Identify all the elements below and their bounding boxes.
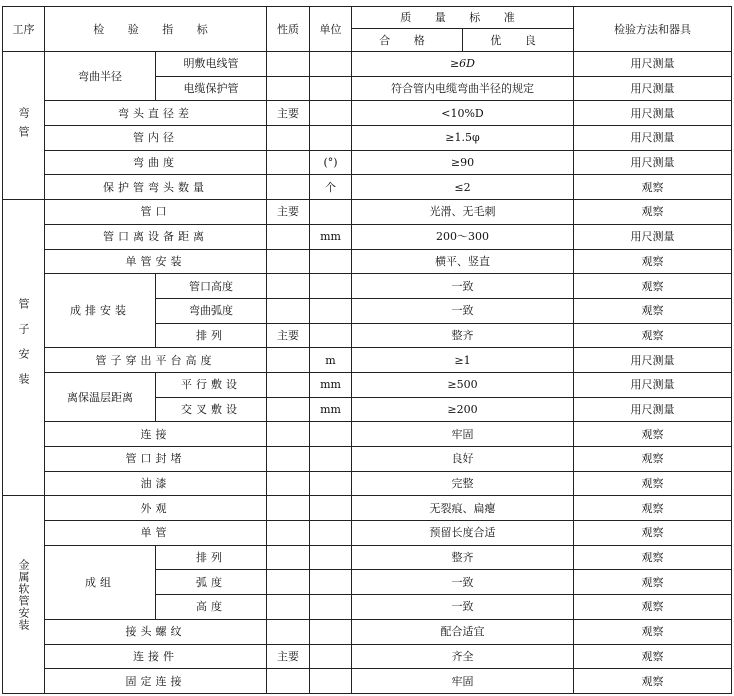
header-item: 检 验 指 标 xyxy=(45,7,267,52)
method-cell: 用尺测量 xyxy=(574,52,732,77)
nature-cell xyxy=(267,175,310,200)
method-cell: 观察 xyxy=(574,200,732,225)
unit-cell xyxy=(310,422,352,447)
unit-cell xyxy=(310,249,352,274)
item-label: 保护管弯头数量 xyxy=(45,175,267,200)
standard-cell: ≥200 xyxy=(352,397,574,422)
nature-cell xyxy=(267,76,310,101)
unit-cell xyxy=(310,570,352,595)
standard-cell: 配合适宜 xyxy=(352,619,574,644)
unit-cell xyxy=(310,644,352,669)
nature-cell xyxy=(267,249,310,274)
standard-cell: 一致 xyxy=(352,570,574,595)
unit-cell xyxy=(310,545,352,570)
header-nature: 性质 xyxy=(267,7,310,52)
nature-cell xyxy=(267,224,310,249)
standard-cell: 良好 xyxy=(352,447,574,472)
unit-cell: mm xyxy=(310,397,352,422)
standard-cell: 光滑、无毛刺 xyxy=(352,200,574,225)
nature-cell: 主要 xyxy=(267,323,310,348)
item-label: 接头螺纹 xyxy=(45,619,267,644)
unit-cell xyxy=(310,471,352,496)
standard-cell: 一致 xyxy=(352,595,574,620)
nature-cell xyxy=(267,372,310,397)
table-row xyxy=(3,447,732,472)
method-cell: 用尺测量 xyxy=(574,348,732,373)
item-label: 弯曲度 xyxy=(45,150,267,175)
unit-cell xyxy=(310,521,352,546)
standard-cell: ≥1.5φ xyxy=(352,126,574,151)
method-cell: 用尺测量 xyxy=(574,76,732,101)
nature-cell xyxy=(267,496,310,521)
item-label: 管内径 xyxy=(45,126,267,151)
standard-cell: ≥500 xyxy=(352,372,574,397)
item-label: 管口封堵 xyxy=(45,447,267,472)
section-title-flex-hose: 金属软管安装 xyxy=(3,496,45,694)
header-unit: 单位 xyxy=(310,7,352,52)
method-cell: 用尺测量 xyxy=(574,150,732,175)
standard-cell: 无裂痕、扁瘪 xyxy=(352,496,574,521)
item-label: 单管 xyxy=(45,521,267,546)
method-cell: 观察 xyxy=(574,422,732,447)
method-cell: 用尺测量 xyxy=(574,397,732,422)
item-label: 排列 xyxy=(156,323,267,348)
table-row xyxy=(3,274,732,299)
header-standard: 质 量 标 准 xyxy=(352,7,574,29)
unit-cell: m xyxy=(310,348,352,373)
table-row xyxy=(3,224,732,249)
nature-cell xyxy=(267,397,310,422)
method-cell: 观察 xyxy=(574,447,732,472)
group-label: 成排安装 xyxy=(45,274,156,348)
standard-cell: ≥6D xyxy=(352,52,574,77)
nature-cell xyxy=(267,595,310,620)
nature-cell xyxy=(267,348,310,373)
table-row xyxy=(3,175,732,200)
section-title-bend: 弯管 xyxy=(3,52,45,200)
item-label: 管口高度 xyxy=(156,274,267,299)
method-cell: 观察 xyxy=(574,669,732,694)
item-label: 油漆 xyxy=(45,471,267,496)
standard-cell: 整齐 xyxy=(352,323,574,348)
nature-cell: 主要 xyxy=(267,644,310,669)
unit-cell xyxy=(310,298,352,323)
standard-cell: ≥90 xyxy=(352,150,574,175)
standard-cell: 齐全 xyxy=(352,644,574,669)
nature-cell xyxy=(267,422,310,447)
item-label: 弯曲弧度 xyxy=(156,298,267,323)
nature-cell xyxy=(267,545,310,570)
method-cell: 观察 xyxy=(574,298,732,323)
table-row xyxy=(3,669,732,694)
method-cell: 观察 xyxy=(574,274,732,299)
method-cell: 用尺测量 xyxy=(574,372,732,397)
standard-cell: ≥1 xyxy=(352,348,574,373)
item-label: 排列 xyxy=(156,545,267,570)
method-cell: 观察 xyxy=(574,619,732,644)
nature-cell xyxy=(267,669,310,694)
unit-cell xyxy=(310,200,352,225)
method-cell: 观察 xyxy=(574,595,732,620)
method-cell: 观察 xyxy=(574,496,732,521)
unit-cell: mm xyxy=(310,224,352,249)
standard-cell: 牢固 xyxy=(352,669,574,694)
item-label: 高度 xyxy=(156,595,267,620)
item-label: 交叉敷设 xyxy=(156,397,267,422)
table-row xyxy=(3,422,732,447)
unit-cell xyxy=(310,496,352,521)
nature-cell xyxy=(267,619,310,644)
method-cell: 观察 xyxy=(574,644,732,669)
standard-cell: 整齐 xyxy=(352,545,574,570)
unit-cell xyxy=(310,101,352,126)
standard-cell: 完整 xyxy=(352,471,574,496)
unit-cell: (°) xyxy=(310,150,352,175)
method-cell: 用尺测量 xyxy=(574,101,732,126)
standard-cell: 200～300 xyxy=(352,224,574,249)
nature-cell: 主要 xyxy=(267,101,310,126)
unit-cell xyxy=(310,274,352,299)
item-label: 连接 xyxy=(45,422,267,447)
table-row xyxy=(3,545,732,570)
unit-cell xyxy=(310,52,352,77)
table-row xyxy=(3,150,732,175)
standard-cell: <10%D xyxy=(352,101,574,126)
table-row xyxy=(3,644,732,669)
method-cell: 用尺测量 xyxy=(574,224,732,249)
unit-cell xyxy=(310,76,352,101)
item-label: 电缆保护管 xyxy=(156,76,267,101)
item-label: 弧度 xyxy=(156,570,267,595)
item-label: 管子穿出平台高度 xyxy=(45,348,267,373)
table-row xyxy=(3,521,732,546)
group-label: 离保温层距离 xyxy=(45,372,156,421)
table-row xyxy=(3,496,732,521)
nature-cell xyxy=(267,447,310,472)
table-row xyxy=(3,348,732,373)
unit-cell xyxy=(310,323,352,348)
method-cell: 观察 xyxy=(574,521,732,546)
unit-cell xyxy=(310,669,352,694)
table-row xyxy=(3,101,732,126)
standard-cell: 一致 xyxy=(352,298,574,323)
header-method: 检验方法和器具 xyxy=(574,7,732,52)
table-row xyxy=(3,471,732,496)
unit-cell xyxy=(310,447,352,472)
unit-cell: mm xyxy=(310,372,352,397)
group-label: 成组 xyxy=(45,545,156,619)
table-row xyxy=(3,619,732,644)
nature-cell xyxy=(267,126,310,151)
group-label: 弯曲半径 xyxy=(45,52,156,101)
standard-cell: 一致 xyxy=(352,274,574,299)
standard-cell: ≤2 xyxy=(352,175,574,200)
unit-cell: 个 xyxy=(310,175,352,200)
method-cell: 观察 xyxy=(574,471,732,496)
standard-cell: 预留长度合适 xyxy=(352,521,574,546)
section-title-pipe-install: 管子安装 xyxy=(3,200,45,496)
inspection-table xyxy=(2,6,732,694)
unit-cell xyxy=(310,619,352,644)
nature-cell xyxy=(267,570,310,595)
standard-cell: 符合管内电缆弯曲半径的规定 xyxy=(352,76,574,101)
item-label: 连接件 xyxy=(45,644,267,669)
nature-cell xyxy=(267,150,310,175)
nature-cell xyxy=(267,52,310,77)
nature-cell xyxy=(267,298,310,323)
nature-cell xyxy=(267,471,310,496)
nature-cell: 主要 xyxy=(267,200,310,225)
method-cell: 观察 xyxy=(574,545,732,570)
standard-cell: 牢固 xyxy=(352,422,574,447)
method-cell: 用尺测量 xyxy=(574,126,732,151)
nature-cell xyxy=(267,521,310,546)
item-label: 管口 xyxy=(45,200,267,225)
header-process: 工序 xyxy=(3,7,45,52)
table-row xyxy=(3,249,732,274)
method-cell: 观察 xyxy=(574,570,732,595)
table-row xyxy=(3,126,732,151)
unit-cell xyxy=(310,126,352,151)
item-label: 明敷电线管 xyxy=(156,52,267,77)
table-row xyxy=(3,372,732,397)
method-cell: 观察 xyxy=(574,323,732,348)
item-label: 单管安装 xyxy=(45,249,267,274)
nature-cell xyxy=(267,274,310,299)
method-cell: 观察 xyxy=(574,175,732,200)
header-qualified: 合 格 xyxy=(352,29,463,52)
table-row xyxy=(3,52,732,77)
method-cell: 观察 xyxy=(574,249,732,274)
table-row xyxy=(3,200,732,225)
item-label: 弯头直径差 xyxy=(45,101,267,126)
item-label: 固定连接 xyxy=(45,669,267,694)
item-label: 外观 xyxy=(45,496,267,521)
item-label: 管口离设备距离 xyxy=(45,224,267,249)
standard-cell: 横平、竖直 xyxy=(352,249,574,274)
unit-cell xyxy=(310,595,352,620)
item-label: 平行敷设 xyxy=(156,372,267,397)
header-excellent: 优 良 xyxy=(463,29,574,52)
